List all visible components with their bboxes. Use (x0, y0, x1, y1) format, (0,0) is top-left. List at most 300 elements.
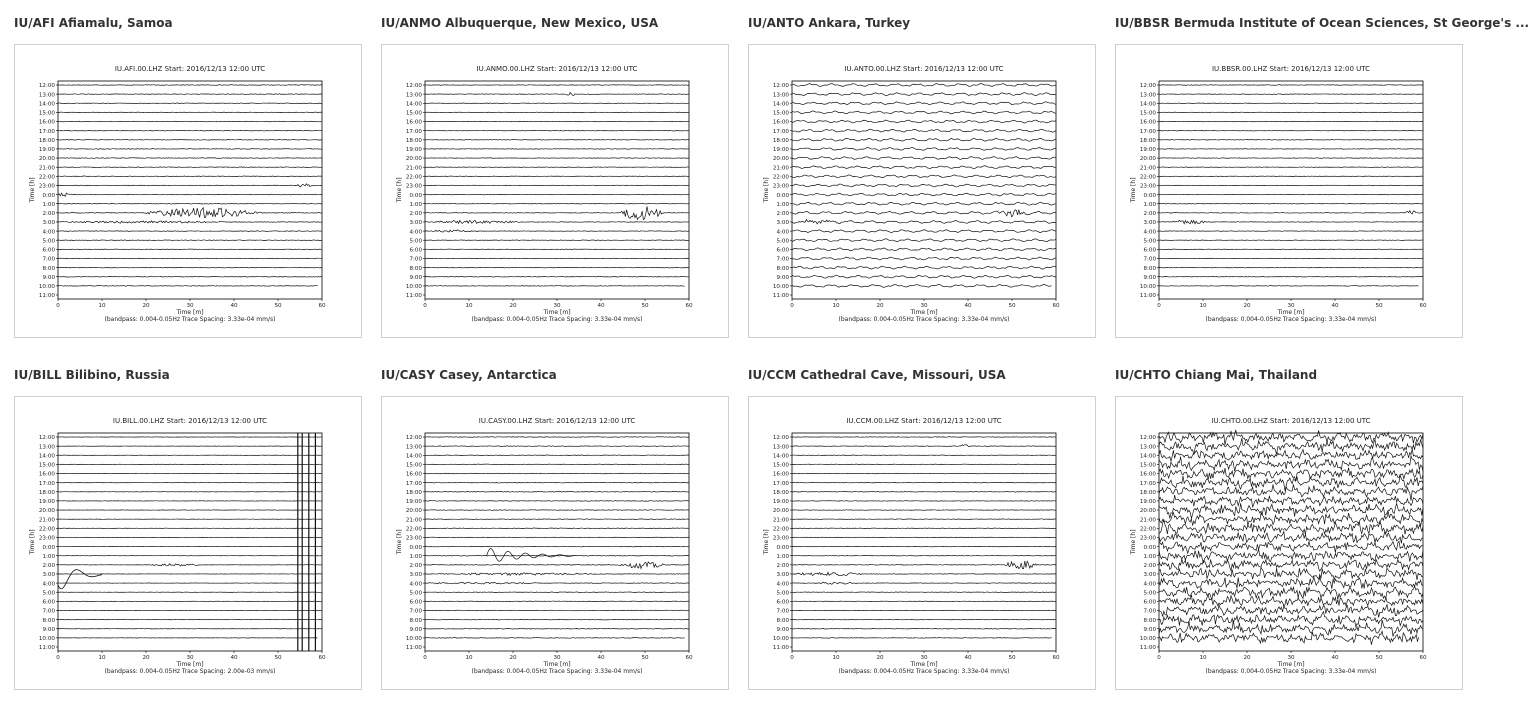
seismic-trace (792, 275, 1056, 278)
x-axis-label: Time [m] (176, 661, 204, 668)
y-axis-label: Time [h] (396, 529, 403, 555)
seismic-trace (425, 528, 689, 529)
chart-footer: (bandpass: 0.004-0.05Hz Trace Spacing: 3.33e-04 mm/s) (838, 316, 1010, 323)
y-tick-label: 12:00 (38, 83, 55, 90)
y-tick-label: 7:00 (42, 608, 55, 615)
y-tick-label: 18:00 (772, 137, 789, 144)
y-tick-label: 6:00 (42, 247, 55, 254)
station-title[interactable]: IU/AFI Afiamalu, Samoa (14, 16, 173, 30)
x-tick-label: 60 (318, 655, 326, 661)
y-tick-label: 21:00 (1139, 165, 1156, 172)
x-tick-label: 30 (186, 303, 194, 309)
x-tick-label: 50 (1375, 655, 1383, 661)
y-tick-label: 23:00 (405, 183, 422, 190)
y-tick-label: 19:00 (38, 499, 55, 506)
x-tick-label: 0 (56, 303, 60, 309)
y-tick-label: 17:00 (1139, 480, 1156, 487)
helicorder-svg (749, 45, 1095, 337)
seismic-trace (1159, 430, 1423, 444)
seismic-trace (792, 464, 1056, 465)
helicorder-plot[interactable] (381, 396, 729, 690)
y-tick-label: 16:00 (38, 471, 55, 478)
seismic-trace (58, 112, 322, 113)
seismic-trace (425, 158, 689, 159)
y-tick-label: 7:00 (409, 608, 422, 615)
y-tick-label: 16:00 (405, 119, 422, 126)
y-tick-label: 16:00 (772, 471, 789, 478)
seismic-trace (58, 208, 322, 218)
seismic-trace (425, 501, 689, 502)
x-tick-label: 50 (1375, 303, 1383, 309)
y-tick-label: 4:00 (1143, 229, 1156, 236)
seismic-trace (58, 203, 322, 204)
y-tick-label: 15:00 (1139, 462, 1156, 469)
y-tick-label: 17:00 (405, 480, 422, 487)
y-tick-label: 6:00 (42, 599, 55, 606)
y-tick-label: 0:00 (409, 544, 422, 551)
y-tick-label: 2:00 (42, 211, 55, 218)
x-tick-label: 10 (465, 655, 473, 661)
seismic-trace (425, 537, 689, 538)
seismic-trace (58, 94, 322, 95)
y-tick-label: 1:00 (409, 201, 422, 208)
y-tick-label: 1:00 (1143, 553, 1156, 560)
seismic-trace (1159, 567, 1423, 580)
seismic-trace (792, 175, 1056, 178)
station-title[interactable]: IU/BBSR Bermuda Institute of Ocean Sciences, St George's ... (1115, 16, 1529, 30)
x-tick-label: 50 (1008, 303, 1016, 309)
y-tick-label: 5:00 (776, 238, 789, 245)
seismic-trace (792, 138, 1056, 141)
x-axis-label: Time [m] (910, 661, 938, 668)
y-tick-label: 14:00 (772, 453, 789, 460)
y-tick-label: 16:00 (772, 119, 789, 126)
seismic-trace (792, 184, 1056, 187)
y-tick-label: 16:00 (405, 471, 422, 478)
x-tick-label: 40 (230, 655, 238, 661)
seismic-trace (58, 121, 322, 122)
y-tick-label: 21:00 (38, 165, 55, 172)
station-title[interactable]: IU/ANTO Ankara, Turkey (748, 16, 911, 30)
seismic-trace (425, 491, 689, 492)
helicorder-plot[interactable] (14, 44, 362, 338)
seismic-trace (792, 239, 1056, 242)
y-tick-label: 17:00 (1139, 128, 1156, 135)
seismic-trace (1159, 549, 1423, 563)
y-tick-label: 20:00 (1139, 156, 1156, 163)
seismic-trace (1159, 532, 1423, 544)
seismic-trace (425, 93, 689, 96)
seismic-trace (792, 266, 1056, 269)
x-tick-label: 30 (920, 303, 928, 309)
y-tick-label: 1:00 (409, 553, 422, 560)
x-tick-label: 40 (230, 303, 238, 309)
x-tick-label: 50 (1008, 655, 1016, 661)
y-tick-label: 17:00 (38, 128, 55, 135)
y-tick-label: 20:00 (772, 508, 789, 515)
y-tick-label: 14:00 (405, 101, 422, 108)
y-tick-label: 13:00 (38, 92, 55, 99)
plot-frame (792, 433, 1056, 651)
helicorder-svg (382, 45, 728, 337)
chart-title: IU.CCM.00.LHZ Start: 2016/12/13 12:00 UTC (846, 417, 1002, 425)
x-tick-label: 0 (790, 655, 794, 661)
y-tick-label: 5:00 (409, 590, 422, 597)
station-title[interactable]: IU/CASY Casey, Antarctica (381, 368, 557, 382)
seismic-trace (58, 564, 322, 566)
seismic-trace (58, 184, 322, 187)
plot-frame (58, 433, 322, 651)
seismic-trace (1159, 594, 1423, 606)
x-tick-label: 60 (685, 655, 693, 661)
seismic-trace (425, 267, 689, 268)
y-tick-label: 15:00 (38, 462, 55, 469)
y-tick-label: 23:00 (1139, 535, 1156, 542)
x-tick-label: 50 (274, 655, 282, 661)
y-tick-label: 18:00 (405, 137, 422, 144)
y-tick-label: 18:00 (38, 489, 55, 496)
x-axis-label: Time [m] (543, 661, 571, 668)
seismic-trace (792, 519, 1056, 520)
y-tick-label: 15:00 (772, 462, 789, 469)
y-tick-label: 21:00 (405, 517, 422, 524)
x-tick-label: 20 (509, 303, 517, 309)
seismic-trace (58, 258, 322, 259)
y-tick-label: 10:00 (1139, 284, 1156, 291)
y-tick-label: 8:00 (409, 617, 422, 624)
y-tick-label: 2:00 (42, 563, 55, 570)
seismic-trace (792, 120, 1056, 123)
y-tick-label: 18:00 (405, 489, 422, 496)
y-tick-label: 5:00 (1143, 238, 1156, 245)
y-axis-label: Time [h] (29, 177, 36, 203)
helicorder-plot[interactable] (14, 396, 362, 690)
y-tick-label: 20:00 (405, 156, 422, 163)
y-tick-label: 1:00 (776, 201, 789, 208)
seismic-trace (58, 221, 322, 223)
y-axis-label: Time [h] (763, 529, 770, 555)
seismic-trace (792, 202, 1056, 205)
x-tick-label: 60 (685, 303, 693, 309)
station-title[interactable]: IU/ANMO Albuquerque, New Mexico, USA (381, 16, 659, 30)
y-tick-label: 14:00 (1139, 101, 1156, 108)
y-tick-label: 10:00 (38, 284, 55, 291)
chart-footer: (bandpass: 0.004-0.05Hz Trace Spacing: 3.33e-04 mm/s) (1205, 316, 1377, 323)
y-tick-label: 13:00 (405, 92, 422, 99)
y-tick-label: 3:00 (42, 572, 55, 579)
y-tick-label: 0:00 (776, 544, 789, 551)
x-tick-label: 50 (641, 655, 649, 661)
seismic-trace (425, 176, 689, 177)
helicorder-svg (749, 397, 1095, 689)
y-tick-label: 14:00 (38, 453, 55, 460)
y-tick-label: 3:00 (776, 220, 789, 227)
chart-footer: (bandpass: 0.004-0.05Hz Trace Spacing: 3.33e-04 mm/s) (471, 316, 643, 323)
x-tick-label: 20 (142, 303, 150, 309)
y-tick-label: 7:00 (776, 256, 789, 263)
y-tick-label: 16:00 (38, 119, 55, 126)
y-tick-label: 2:00 (409, 563, 422, 570)
seismic-trace (792, 601, 1056, 602)
seismic-trace (1159, 267, 1423, 268)
chart-title: IU.BBSR.00.LHZ Start: 2016/12/13 12:00 UTC (1211, 65, 1371, 73)
y-tick-label: 9:00 (409, 626, 422, 633)
seismic-trace (58, 240, 322, 241)
y-tick-label: 12:00 (1139, 83, 1156, 90)
y-tick-label: 12:00 (38, 435, 55, 442)
seismic-trace (425, 592, 689, 593)
y-tick-label: 9:00 (42, 274, 55, 281)
chart-footer: (bandpass: 0.004-0.05Hz Trace Spacing: 3.33e-04 mm/s) (1205, 668, 1377, 675)
seismic-trace (58, 286, 318, 287)
y-tick-label: 11:00 (405, 293, 422, 300)
seismic-trace (792, 455, 1056, 456)
seismic-trace (58, 249, 322, 250)
y-tick-label: 22:00 (1139, 526, 1156, 533)
y-tick-label: 0:00 (42, 544, 55, 551)
seismic-trace (425, 286, 685, 287)
helicorder-svg (1116, 45, 1462, 337)
x-tick-label: 60 (1052, 655, 1060, 661)
plot-frame (1159, 81, 1423, 299)
seismic-trace (1159, 112, 1423, 113)
y-tick-label: 14:00 (38, 101, 55, 108)
seismic-trace (58, 176, 322, 177)
x-tick-label: 10 (1199, 655, 1207, 661)
y-tick-label: 4:00 (42, 229, 55, 236)
seismic-trace (1159, 438, 1423, 454)
y-tick-label: 20:00 (38, 156, 55, 163)
seismic-trace (58, 85, 322, 86)
y-tick-label: 11:00 (772, 293, 789, 300)
y-tick-label: 9:00 (1143, 626, 1156, 633)
y-tick-label: 1:00 (42, 201, 55, 208)
seismic-trace (425, 206, 689, 219)
chart-title: IU.BILL.00.LHZ Start: 2016/12/13 12:00 UTC (112, 417, 268, 425)
y-tick-label: 22:00 (772, 526, 789, 533)
y-axis-label: Time [h] (29, 529, 36, 555)
y-tick-label: 19:00 (772, 499, 789, 506)
y-tick-label: 13:00 (405, 444, 422, 451)
helicorder-plot[interactable] (1115, 396, 1463, 690)
seismic-trace (58, 231, 322, 232)
chart-title: IU.CHTO.00.LHZ Start: 2016/12/13 12:00 UTC (1211, 417, 1371, 425)
y-tick-label: 5:00 (409, 238, 422, 245)
y-tick-label: 1:00 (776, 553, 789, 560)
helicorder-plot[interactable] (748, 44, 1096, 338)
seismic-trace (425, 85, 689, 86)
y-tick-label: 17:00 (772, 128, 789, 135)
x-axis-label: Time [m] (1277, 661, 1305, 668)
seismic-trace (1159, 468, 1423, 481)
seismic-trace (425, 194, 689, 195)
seismic-trace (792, 193, 1056, 196)
seismic-trace (792, 220, 1056, 224)
y-tick-label: 11:00 (38, 293, 55, 300)
y-tick-label: 10:00 (405, 636, 422, 643)
seismic-trace (1159, 631, 1419, 645)
y-tick-label: 1:00 (1143, 201, 1156, 208)
y-tick-label: 6:00 (1143, 599, 1156, 606)
seismic-trace (792, 93, 1056, 96)
chart-title: IU.AFI.00.LHZ Start: 2016/12/13 12:00 UTC (114, 65, 266, 73)
station-title[interactable]: IU/BILL Bilibino, Russia (14, 368, 170, 382)
y-tick-label: 11:00 (1139, 293, 1156, 300)
seismic-trace (425, 276, 689, 277)
seismic-trace (58, 193, 322, 196)
y-tick-label: 6:00 (1143, 247, 1156, 254)
y-tick-label: 9:00 (409, 274, 422, 281)
seismic-trace (1159, 94, 1423, 95)
seismic-trace (792, 111, 1056, 114)
plot-frame (58, 81, 322, 299)
seismic-trace (792, 638, 1052, 639)
y-tick-label: 8:00 (1143, 265, 1156, 272)
seismic-trace (792, 285, 1052, 288)
y-tick-label: 19:00 (405, 499, 422, 506)
plot-frame (425, 433, 689, 651)
y-tick-label: 12:00 (405, 435, 422, 442)
y-tick-label: 16:00 (1139, 471, 1156, 478)
seismic-trace (792, 445, 1056, 447)
x-tick-label: 0 (1157, 655, 1161, 661)
chart-title: IU.ANMO.00.LHZ Start: 2016/12/13 12:00 UTC (476, 65, 638, 73)
x-tick-label: 40 (964, 303, 972, 309)
seismic-trace (792, 628, 1056, 629)
x-tick-label: 30 (1287, 655, 1295, 661)
y-tick-label: 6:00 (409, 247, 422, 254)
seismic-trace (487, 549, 575, 562)
x-tick-label: 50 (274, 303, 282, 309)
plot-frame (425, 81, 689, 299)
seismic-trace (58, 130, 322, 131)
seismic-trace (1159, 249, 1423, 250)
y-tick-label: 15:00 (405, 110, 422, 117)
y-tick-label: 3:00 (42, 220, 55, 227)
y-tick-label: 19:00 (772, 147, 789, 154)
seismic-trace (425, 140, 689, 141)
x-tick-label: 30 (1287, 303, 1295, 309)
x-tick-label: 40 (964, 655, 972, 661)
y-tick-label: 23:00 (1139, 183, 1156, 190)
y-tick-label: 23:00 (772, 183, 789, 190)
seismic-trace (792, 482, 1056, 483)
y-tick-label: 15:00 (772, 110, 789, 117)
seismic-trace (425, 446, 689, 447)
helicorder-svg (15, 397, 361, 689)
x-tick-label: 20 (876, 303, 884, 309)
y-tick-label: 2:00 (1143, 563, 1156, 570)
station-title[interactable]: IU/CHTO Chiang Mai, Thailand (1115, 368, 1318, 382)
seismic-trace (425, 130, 689, 131)
y-tick-label: 3:00 (409, 220, 422, 227)
y-tick-label: 8:00 (776, 265, 789, 272)
y-tick-label: 15:00 (38, 110, 55, 117)
y-tick-label: 12:00 (1139, 435, 1156, 442)
y-tick-label: 21:00 (38, 517, 55, 524)
x-tick-label: 20 (1243, 303, 1251, 309)
helicorder-svg (15, 45, 361, 337)
y-tick-label: 11:00 (1139, 645, 1156, 652)
seismic-trace (1159, 559, 1423, 571)
y-tick-label: 18:00 (772, 489, 789, 496)
y-tick-label: 4:00 (776, 581, 789, 588)
x-tick-label: 30 (553, 303, 561, 309)
y-tick-label: 23:00 (38, 183, 55, 190)
y-tick-label: 5:00 (776, 590, 789, 597)
seismic-trace (58, 267, 322, 268)
y-tick-label: 20:00 (405, 508, 422, 515)
seismic-trace (425, 628, 689, 629)
seismic-trace (792, 210, 1056, 217)
y-tick-label: 4:00 (1143, 581, 1156, 588)
chart-title: IU.ANTO.00.LHZ Start: 2016/12/13 12:00 UTC (844, 65, 1004, 73)
helicorder-plot[interactable] (748, 396, 1096, 690)
seismic-trace (425, 230, 689, 232)
y-tick-label: 15:00 (405, 462, 422, 469)
seismic-trace (1159, 520, 1423, 535)
y-tick-label: 0:00 (1143, 192, 1156, 199)
chart-footer: (bandpass: 0.004-0.05Hz Trace Spacing: 2.00e-03 mm/s) (104, 668, 276, 675)
y-tick-label: 8:00 (409, 265, 422, 272)
seismic-trace (425, 573, 689, 575)
seismic-trace (792, 582, 1056, 584)
y-tick-label: 23:00 (38, 535, 55, 542)
y-tick-label: 0:00 (409, 192, 422, 199)
x-tick-label: 10 (832, 655, 840, 661)
y-tick-label: 7:00 (776, 608, 789, 615)
x-tick-label: 10 (98, 655, 106, 661)
x-tick-label: 20 (509, 655, 517, 661)
y-tick-label: 9:00 (776, 626, 789, 633)
helicorder-plot[interactable] (1115, 44, 1463, 338)
y-tick-label: 1:00 (42, 553, 55, 560)
seismic-trace (58, 139, 322, 140)
y-tick-label: 16:00 (1139, 119, 1156, 126)
y-tick-label: 7:00 (409, 256, 422, 263)
x-tick-label: 0 (790, 303, 794, 309)
seismic-trace (792, 473, 1056, 474)
y-tick-label: 19:00 (1139, 499, 1156, 506)
x-tick-label: 0 (56, 655, 60, 661)
y-tick-label: 21:00 (772, 517, 789, 524)
seismic-trace (58, 103, 322, 104)
chart-footer: (bandpass: 0.004-0.05Hz Trace Spacing: 3.33e-04 mm/s) (471, 668, 643, 675)
x-tick-label: 30 (553, 655, 561, 661)
y-tick-label: 17:00 (405, 128, 422, 135)
seismic-trace (425, 482, 689, 483)
y-tick-label: 7:00 (1143, 608, 1156, 615)
y-tick-label: 6:00 (776, 247, 789, 254)
y-tick-label: 13:00 (772, 444, 789, 451)
x-tick-label: 0 (1157, 303, 1161, 309)
y-tick-label: 9:00 (42, 626, 55, 633)
y-tick-label: 13:00 (1139, 92, 1156, 99)
x-tick-label: 60 (1419, 655, 1427, 661)
seismic-trace (58, 570, 102, 589)
y-tick-label: 18:00 (1139, 489, 1156, 496)
seismic-trace (425, 249, 689, 250)
seismic-trace (1159, 456, 1423, 472)
y-tick-label: 10:00 (1139, 636, 1156, 643)
seismic-trace (425, 473, 689, 474)
station-title[interactable]: IU/CCM Cathedral Cave, Missouri, USA (748, 368, 1006, 382)
seismic-trace (792, 129, 1056, 132)
helicorder-plot[interactable] (381, 44, 729, 338)
seismic-trace (1159, 211, 1423, 214)
y-tick-label: 10:00 (38, 636, 55, 643)
seismic-trace (1159, 449, 1423, 462)
